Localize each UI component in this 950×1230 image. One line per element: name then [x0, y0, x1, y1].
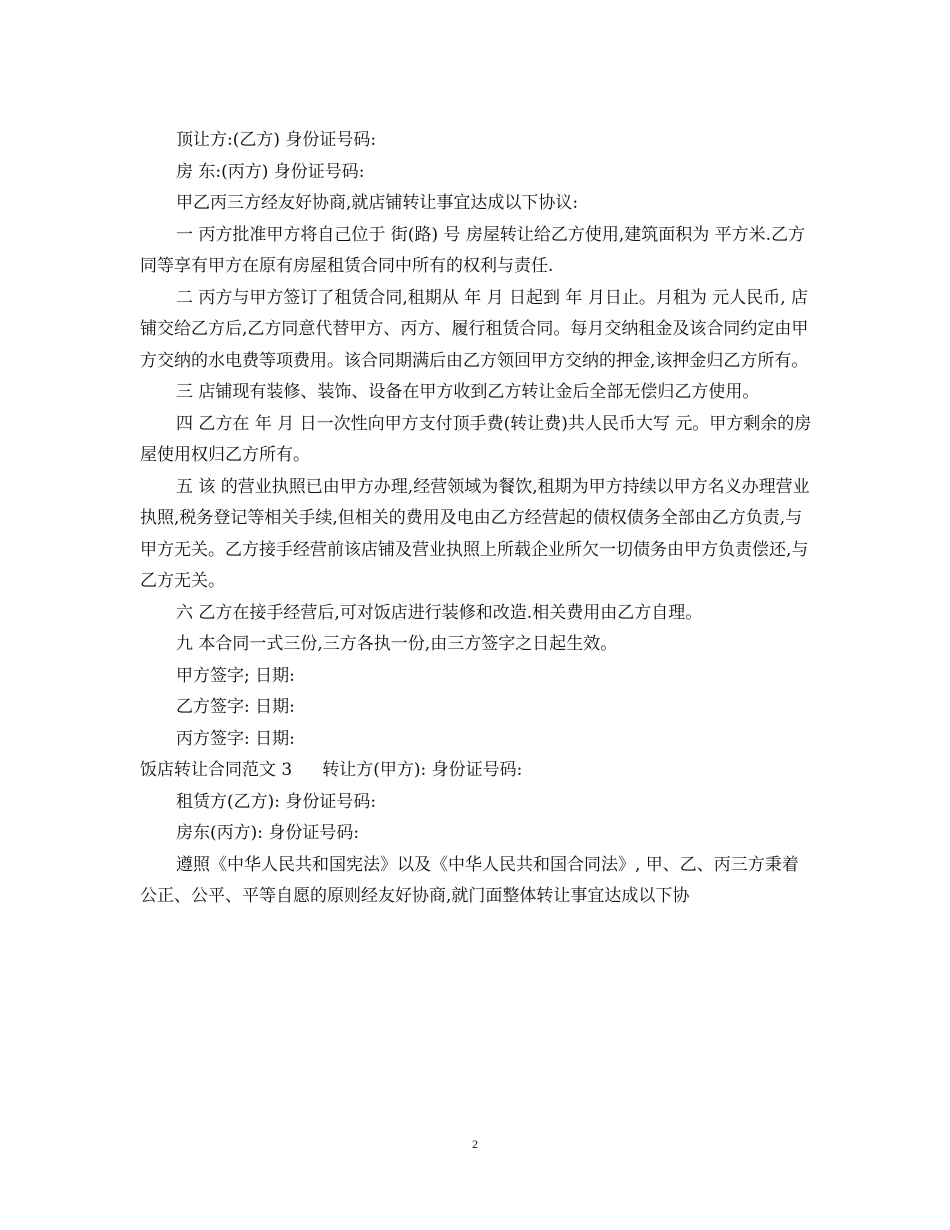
page-number: 2	[472, 1137, 478, 1151]
clause-4: 四 乙方在 年 月 日一次性向甲方支付顶手费(转让费)共人民币大写 元。甲方剩余的房屋使用权归乙方所有。	[140, 413, 812, 465]
clause-9: 九 本合同一式三份,三方各执一份,由三方签字之日起生效。	[176, 634, 618, 654]
section-transferor: 转让方(甲方): 身份证号码:	[322, 760, 523, 780]
document-body	[140, 125, 815, 913]
signature-party-a: 甲方签字; 日期:	[176, 665, 295, 686]
paragraph-lessee-id: 租赁方(乙方): 身份证号码:	[176, 791, 377, 812]
clause-5: 五 该 的营业执照已由甲方办理,经营领域为餐饮,租期为甲方持续以甲方名义办理营业执照,税务登记等相关手续,但相关的费用及电由乙方经营起的债权债务全部由乙方负责,与甲方无关。乙方接手经营前该店铺及营业执照上所载企业所欠一切债务由甲方负责偿还,与乙方无关。	[140, 476, 810, 591]
clause-1: 一 丙方批准甲方将自己位于 街(路) 号 房屋转让给乙方使用,建筑面积为 平方米.乙方同等享有甲方在原有房屋租赁合同中所有的权利与责任.	[140, 224, 806, 276]
clause-6: 六 乙方在接手经营后,可对饭店进行装修和改造.相关费用由乙方自理。	[176, 602, 703, 623]
paragraph-assignee-id: 顶让方:(乙方) 身份证号码:	[176, 130, 377, 150]
section-heading	[140, 755, 815, 787]
signature-party-c: 丙方签字: 日期:	[176, 728, 295, 749]
signature-party-b: 乙方签字: 日期:	[176, 697, 295, 717]
section-title: 饭店转让合同范文 3	[140, 760, 293, 780]
paragraph-landlord-id: 房 东:(丙方) 身份证号码:	[176, 161, 365, 182]
paragraph-legal-basis: 遵照《中华人民共和国宪法》以及《中华人民共和国合同法》, 甲、乙、丙三方秉着公正、公平、平等自愿的原则经友好协商,就门面整体转让事宜达成以下协	[140, 854, 799, 906]
paragraph-agreement-intro: 甲乙丙三方经友好协商,就店铺转让事宜达成以下协议:	[176, 193, 579, 213]
clause-2: 二 丙方与甲方签订了租赁合同,租期从 年 月 日起到 年 月日止。月租为 元人民币, 店铺交给乙方后,乙方同意代替甲方、丙方、履行租赁合同。每月交纳租金及该合同约定由甲方交纳的水电费等项费用。该合同期满后由乙方领回甲方交纳的押金,该押金归乙方所有。	[140, 287, 809, 371]
paragraph-landlord2-id: 房东(丙方): 身份证号码:	[176, 823, 360, 843]
clause-3: 三 店铺现有装修、装饰、设备在甲方收到乙方转让金后全部无偿归乙方使用。	[176, 382, 760, 402]
